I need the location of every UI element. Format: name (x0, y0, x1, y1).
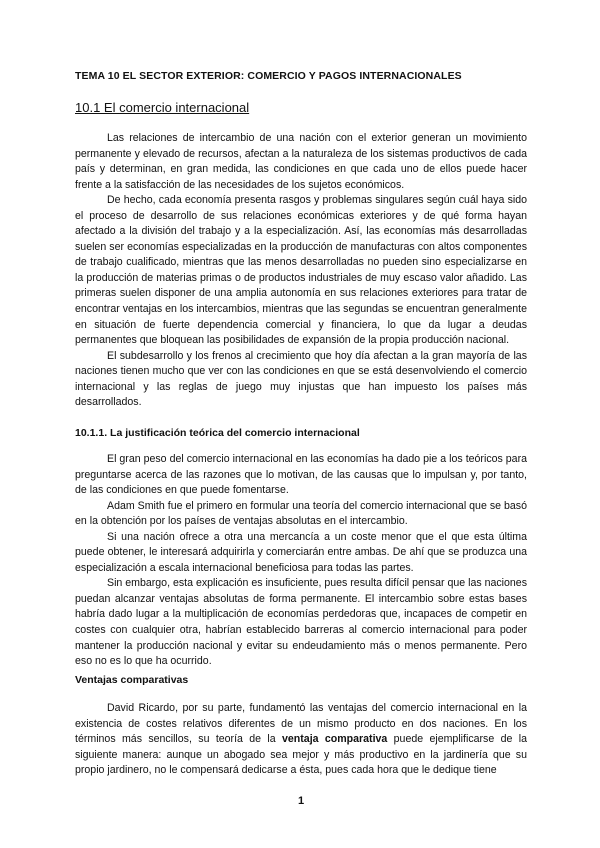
paragraph (75, 701, 527, 779)
section-body (75, 131, 527, 411)
paragraph: El gran peso del comercio internacional en las economías ha dado pie a los teóricos para preguntarse acerca de las razones que lo motivan, de las causas que lo impulsan y, por tanto, de las condiciones en que puede fomentarse. (75, 453, 527, 497)
section-title: 10.1 El comercio internacional (75, 100, 250, 115)
bold-term: ventaja comparativa (282, 733, 388, 746)
document-title: TEMA 10 EL SECTOR EXTERIOR: COMERCIO Y PAGOS INTERNACIONALES (75, 70, 462, 82)
paragraph: El subdesarrollo y los frenos al crecimiento que hoy día afectan a la gran mayoría de las naciones tienen mucho que ver con las condiciones en que se está desenvolviendo el comercio internacional y las reglas de juego muy injustas que han impuesto los países más desarrollados. (75, 349, 527, 409)
paragraph: Las relaciones de intercambio de una nación con el exterior generan un movimiento permanente y elevado de recursos, afectan a la naturaleza de los sistemas productivos de cada país y determinan, en gran medida, las condiciones en que cada uno de ellos puede hacer frente a la satisfacción de las necesidades de los sujetos económicos. (75, 132, 527, 191)
paragraph: Sin embargo, esta explicación es insuficiente, pues resulta difícil pensar que las naciones puedan alcanzar ventajas absolutas de forma permanente. El intercambio sobre estas bases habría dado lugar a la multiplicación de economías perdedoras que, incapaces de competir en costes con cualquier otra, habrían establecido barreras al comercio internacional para poder mantener la producción nacional y evitar su endeudamiento más o menos permanente. Pero eso no es lo que ha ocurrido. (75, 577, 527, 668)
ventajas-body (75, 701, 527, 779)
subsection-title: 10.1.1. La justificación teórica del comercio internacional (75, 427, 360, 439)
paragraph-text: David Ricardo, por su parte, fundamentó las ventajas del comercio internacional en la existencia de costes relativos diferentes de un mismo producto en dos naciones. En los términos más sencillos, su teoría de la (75, 702, 527, 746)
ventajas-title: Ventajas comparativas (75, 674, 189, 686)
paragraph: Adam Smith fue el primero en formular una teoría del comercio internacional que se basó en la obtención por los países de ventajas absolutas en el intercambio. (75, 499, 527, 528)
paragraph: De hecho, cada economía presenta rasgos y problemas singulares según cuál haya sido el proceso de desarrollo de sus relaciones económicas exteriores y de qué forma hayan afectado a la división del trabajo y a la especialización. Así, las economías más desarrolladas suelen ser economías especializadas en la producción de manufacturas con altos componentes de trabajo cualificado, mientras que las menos desarrolladas no pueden sino especializarse en la producción de materias primas o de productos industriales de muy escaso valor añadido. Las primeras suelen disponer de una amplia autonomía en sus relaciones exteriores para tratar de encontrar ventajas en los intercambios, mientras que las segundas se encuentran generalmente en situación de fuerte dependencia comercial y financiera, lo que da lugar a deudas permanentes que bloquean las posibilidades de expansión de la propia producción nacional. (75, 194, 527, 347)
page-number: 1 (297, 795, 305, 807)
subsection-body (75, 452, 527, 670)
paragraph-text: puede ejemplificarse de la siguiente manera: aunque un abogado sea mejor y más productivo en la jardinería que su propio jardinero, no le compensará dedicarse a ésta, pues cada hora que le dedique tiene (75, 733, 527, 777)
paragraph: Si una nación ofrece a otra una mercancía a un coste menor que el que esta última puede obtener, le interesará adquirirla y comerciarán entre ambas. De ahí que se produzca una especialización a escala internacional beneficiosa para todas las partes. (75, 530, 527, 574)
